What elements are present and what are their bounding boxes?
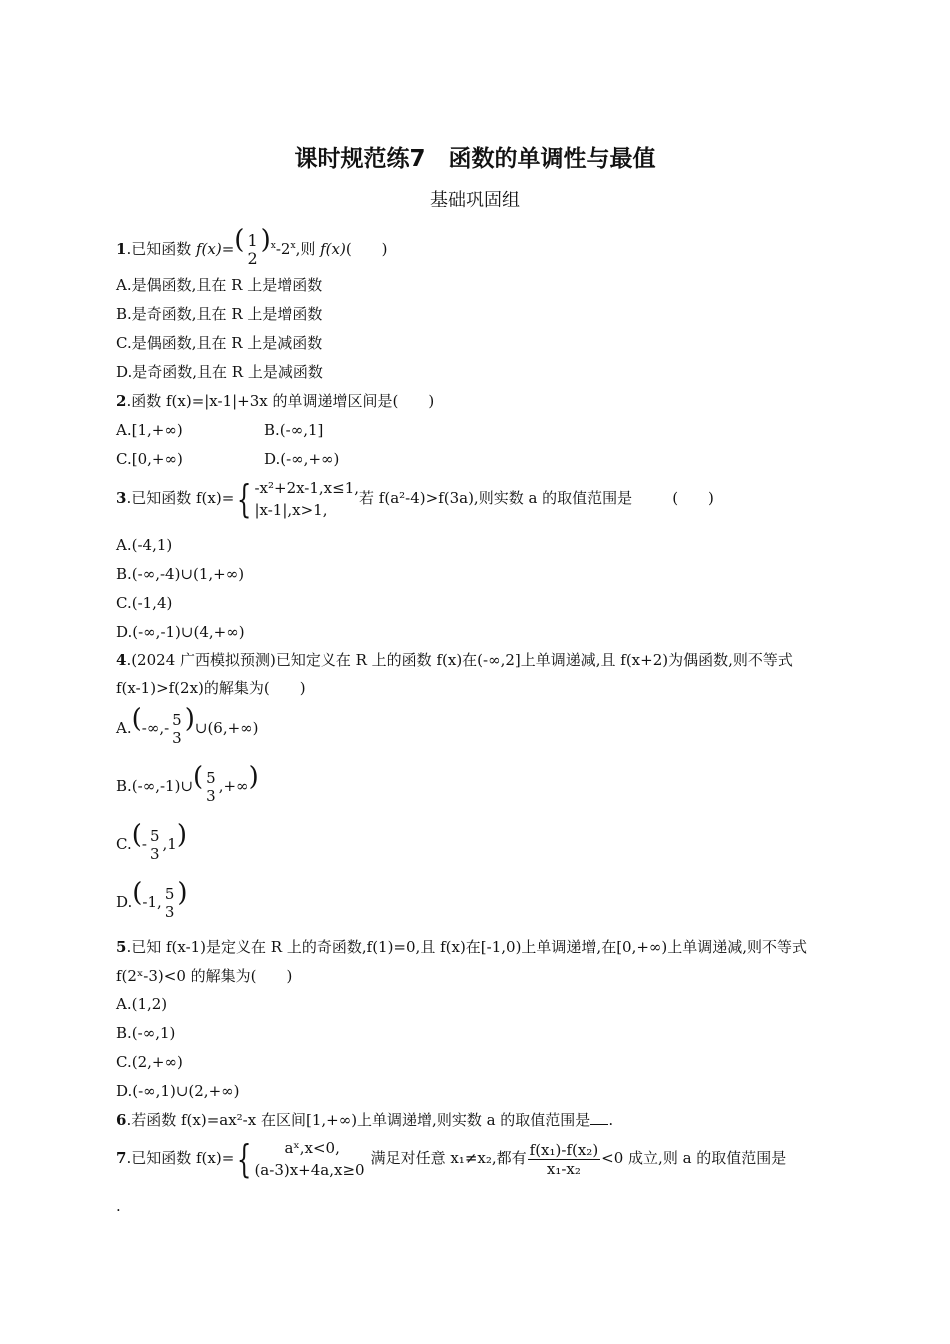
q2-option-c: C.[0,+∞)	[116, 450, 183, 468]
difference-quotient: $\frac{\text{f(x₁)-f(x₂)}}{\text{x₁-x₂}}$	[529, 1140, 599, 1178]
question-5-line-2: f(2ˣ-3)<0 的解集为( )	[116, 967, 293, 985]
q2-option-b: B.(-∞,1]	[264, 421, 324, 439]
q1-option-d: D.是奇函数,且在 R 上是减函数	[116, 363, 323, 381]
q2-option-d: D.(-∞,+∞)	[264, 450, 340, 468]
question-3: 3.已知函数 f(x)={ -x²+2x-1,x≤1, |x-1|,x>1, 若 f(a²-4)>f(3a),则实数 a 的取值范围是 ( )	[116, 477, 714, 521]
question-7-end: .	[116, 1197, 121, 1215]
q5-option-a: A.(1,2)	[116, 995, 168, 1013]
q4-option-c: C.(- 5 3 ,1)	[116, 820, 187, 863]
page-title: 课时规范练7 函数的单调性与最值	[294, 146, 656, 172]
q1-option-b: B.是奇函数,且在 R 上是增函数	[116, 305, 323, 323]
question-4-line-1: 4.(2024 广西模拟预测)已知定义在 R 上的函数 f(x)在(-∞,2]上单调递减,且 f(x+2)为偶函数,则不等式	[116, 651, 793, 669]
question-1: 1.已知函数 f(x)=( 1 2 )$^x$-2$^x$,则 f(x)( )	[116, 225, 388, 268]
q3-option-b: B.(-∞,-4)∪(1,+∞)	[116, 565, 245, 583]
q3-option-d: D.(-∞,-1)∪(4,+∞)	[116, 623, 245, 641]
q4-option-b: B.(-∞,-1)∪( 5 3 ,+∞)	[116, 762, 259, 805]
question-6: 6.若函数 f(x)=ax²-x 在区间[1,+∞)上单调递增,则实数 a 的取值范围是 .	[116, 1111, 614, 1129]
q5-option-d: D.(-∞,1)∪(2,+∞)	[116, 1082, 240, 1100]
piecewise-cases: aˣ,x<0, (a-3)x+4a,x≥0	[254, 1139, 365, 1179]
section-subtitle: 基础巩固组	[430, 190, 520, 211]
fraction-one-half: 1 2	[247, 231, 258, 268]
q2-option-a: A.[1,+∞)	[116, 421, 183, 439]
q1-option-c: C.是偶函数,且在 R 上是减函数	[116, 334, 323, 352]
q1-option-a: A.是偶函数,且在 R 上是增函数	[116, 276, 323, 294]
q5-option-c: C.(2,+∞)	[116, 1053, 183, 1071]
q3-option-c: C.(-1,4)	[116, 594, 173, 612]
question-5-line-1: 5.已知 f(x-1)是定义在 R 上的奇函数,f(1)=0,且 f(x)在[-1,0)上单调递增,在[0,+∞)上单调递减,则不等式	[116, 938, 808, 956]
q4-option-a: A.(-∞,- 5 3 )∪(6,+∞)	[116, 704, 259, 747]
q5-option-b: B.(-∞,1)	[116, 1024, 176, 1042]
left-brace: {	[237, 477, 252, 521]
left-brace: {	[237, 1137, 252, 1181]
question-2: 2.函数 f(x)=|x-1|+3x 的单调递增区间是( )	[116, 392, 435, 410]
q3-option-a: A.(-4,1)	[116, 536, 173, 554]
answer-blank	[590, 1124, 608, 1125]
q4-option-d: D.(-1, 5 3 )	[116, 878, 188, 921]
question-4-line-2: f(x-1)>f(2x)的解集为( )	[116, 679, 306, 697]
question-7: 7.已知函数 f(x)={ aˣ,x<0, (a-3)x+4a,x≥0 满足对任意 x₁≠x₂,都有 $\frac{\text{f(x₁)-f(x₂)}}{\text{x₁-x₂}}$ <0 成立,则 a 的取值范围是	[116, 1137, 787, 1181]
piecewise-cases: -x²+2x-1,x≤1, |x-1|,x>1,	[254, 479, 360, 519]
